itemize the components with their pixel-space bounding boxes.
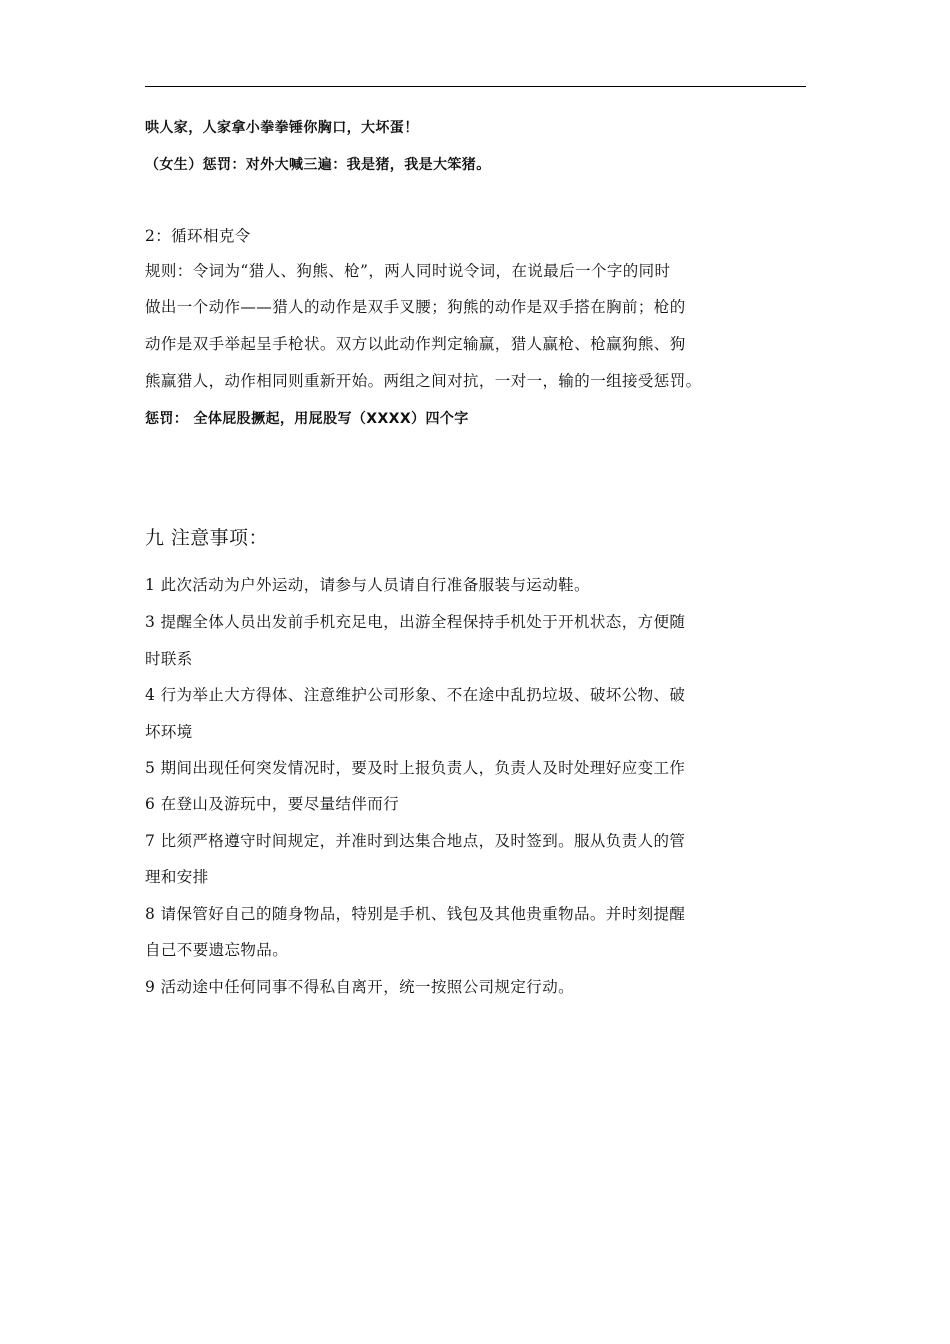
note-line: 理和安排 xyxy=(145,868,209,886)
game2-rule-line: 动作是双手举起呈手枪状。双方以此动作判定输赢，猎人赢枪、枪赢狗熊、狗 xyxy=(145,335,686,353)
note-line: 1 此次活动为户外运动，请参与人员请自行准备服装与运动鞋。 xyxy=(145,576,590,594)
text-line-coax: 哄人家，人家拿小拳拳锤你胸口，大坏蛋！ xyxy=(145,120,419,136)
notes-heading: 九 注意事项： xyxy=(145,527,268,549)
header-rule xyxy=(145,86,806,87)
note-line: 时联系 xyxy=(145,650,193,668)
note-line: 自己不要遗忘物品。 xyxy=(145,941,289,959)
game2-title: 2：循环相克令 xyxy=(145,227,251,245)
note-line: 5 期间出现任何突发情况时，要及时上报负责人，负责人及时处理好应变工作 xyxy=(145,759,686,777)
note-line: 6 在登山及游玩中，要尽量结伴而行 xyxy=(145,795,400,813)
game2-rule-line: 熊赢猎人，动作相同则重新开始。两组之间对抗，一对一，输的一组接受惩罚。 xyxy=(145,372,702,390)
game2-rule-line: 做出一个动作——猎人的动作是双手叉腰；狗熊的动作是双手搭在胸前；枪的 xyxy=(145,298,686,316)
game2-penalty: 惩罚： 全体屁股撅起，用屁股写（XXXX）四个字 xyxy=(145,411,469,427)
game2-rule-line: 规则：令词为“猎人、狗熊、枪”，两人同时说令词，在说最后一个字的同时 xyxy=(145,262,671,280)
note-line: 7 比须严格遵守时间规定，并准时到达集合地点，及时签到。服从负责人的管 xyxy=(145,832,686,850)
note-line: 坏环境 xyxy=(145,723,193,741)
text-line-girl-penalty: （女生）惩罚：对外大喊三遍：我是猪，我是大笨猪。 xyxy=(145,157,491,173)
note-line: 4 行为举止大方得体、注意维护公司形象、不在途中乱扔垃圾、破坏公物、破 xyxy=(145,686,686,704)
note-line: 8 请保管好自己的随身物品，特别是手机、钱包及其他贵重物品。并时刻提醒 xyxy=(145,905,686,923)
note-line: 3 提醒全体人员出发前手机充足电，出游全程保持手机处于开机状态，方便随 xyxy=(145,613,686,631)
note-line: 9 活动途中任何同事不得私自离开，统一按照公司规定行动。 xyxy=(145,978,574,996)
